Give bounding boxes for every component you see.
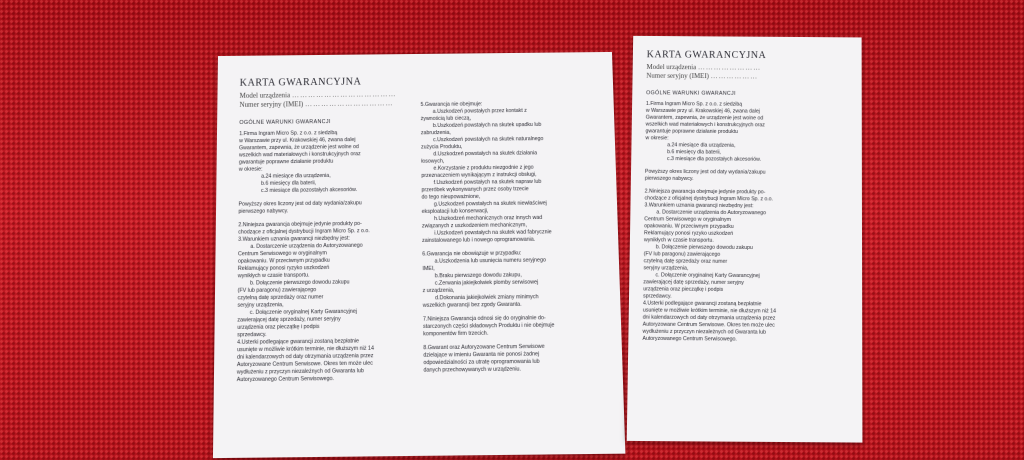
text-line: starczonych części składowych Produktu i nie obejmuje — [422, 322, 555, 331]
text-line: dni kalendarzowych od daty otrzymania urządzenia przez — [236, 352, 374, 361]
serial-field: Numer seryjny (IMEI) …………………………… — [239, 99, 394, 109]
text-line: 5.Gwarancja nie obejmuje: — [420, 101, 483, 108]
model-field: Model urządzenia ………………………………… — [239, 90, 397, 100]
conditions-text — [642, 101, 852, 344]
text-line: danych przechowywanych w urządzeniu. — [423, 366, 522, 374]
text-line: 2.Niniejsza gwarancja obejmuje jedynie produkty po- — [644, 188, 766, 196]
text-line: a.Uszkodzenia lub usunięcia numeru seryjnego — [434, 257, 547, 265]
text-line: Autoryzowane Centrum Serwisowe. Okres ten może ulec — [642, 321, 775, 329]
text-line: komponentów firm trzecich. — [423, 330, 489, 338]
serial-field: Numer seryjny (IMEI) ……………… — [646, 71, 759, 81]
text-line: zawierającej datę sprzedaży, numer seryjny — [237, 316, 341, 324]
card-title: KARTA GWARANCYJNA — [646, 49, 767, 61]
text-line: wydłużeniu z przyczyn niezależnych od Gwaranta lub — [236, 367, 364, 376]
text-line: usunięte w możliwie krótkim terminie, nie dłuższym niż 14 — [642, 307, 776, 315]
text-line: Centrum Serwisowego w oryginalnym — [237, 250, 327, 258]
text-line: a. Dostarczenie urządzenia do Autoryzowanego — [656, 209, 767, 217]
text-line: b. Dołączenie pierwszego dowodu zakupu — [250, 279, 350, 287]
text-line: g.Uszkodzeń powstałych na skutek niewłaściwej — [433, 200, 547, 208]
text-line: 1.Firma Ingram Micro Sp. z o.o. z siedzibą — [239, 130, 338, 138]
text-line: związanych z uszkodzeniem mechanicznym, — [421, 222, 527, 230]
model-label: Model urządzenia — [646, 63, 697, 72]
warranty-card-open-left — [213, 52, 625, 458]
text-line: pierwszego nabywcy. — [644, 175, 694, 182]
text-line: w okresie: — [645, 135, 669, 142]
text-line: b.Braku pierwszego dowodu zakupu, — [434, 272, 522, 280]
text-line: wszelkich wad materiałowych i konstrukcyjnych oraz — [645, 121, 765, 129]
text-line: Reklamujący ponosi ryzyko uszkodzeń — [237, 264, 330, 273]
text-line: c.Uszkodzeń powstałych na skutek naturalnego — [433, 136, 544, 144]
text-line: c. Dołączenie oryginalnej Karty Gwarancyjnej — [249, 308, 358, 317]
text-line: zabrudzenia, — [420, 129, 451, 137]
text-line: urządzenia oraz pieczątkę i podpis — [237, 323, 320, 332]
text-line: 6.Gwarancja nie obowiązuje w przypadku: — [422, 250, 522, 258]
text-line: c.Zerwania jakiejkolwiek plomby serwisowej — [434, 279, 539, 287]
text-line: Centrum Serwisowego w oryginalnym — [644, 216, 731, 223]
text-line: (FV lub paragonu) zawierającego — [643, 251, 721, 258]
text-line: w okresie: — [238, 166, 263, 173]
text-line: wszelkich wad materiałowych i konstrukcyjnych oraz — [238, 151, 361, 159]
text-line: Autoryzowane Centrum Serwisowe. Okres ten może ulec — [236, 360, 373, 369]
text-line: d.Uszkodzeń powstałych na skutek działania — [433, 150, 538, 158]
text-line: b.6 miesięcy dla baterii, — [261, 180, 317, 187]
text-line: 3.Warunkiem uznania gwarancji niezbędny jest: — [644, 202, 754, 210]
text-line: odpowiedzialności za utratę oprogramowania lub — [423, 358, 540, 367]
text-line: z urządzenia, — [422, 287, 455, 295]
text-line: Powyższy okres liczony jest od daty wydania/zakupu — [644, 168, 766, 176]
text-line: eksploatacji lub konserwacji, — [421, 208, 489, 216]
text-line: b.6 miesięcy dla baterii, — [667, 149, 721, 156]
text-line: czytelną datę sprzedaży oraz numer — [237, 294, 324, 302]
text-line: Autoryzowanego Centrum Serwisowego. — [236, 375, 335, 384]
text-line: opakowaniu. W przeciwnym przypadku — [644, 223, 734, 230]
text-line: czytelną datę sprzedaży oraz numer — [643, 258, 728, 265]
text-line: dni kalendarzowych od daty otrzymania urządzenia przez — [642, 314, 776, 322]
serial-label: Numer seryjny (IMEI) — [239, 100, 304, 109]
text-line: 1.Firma Ingram Micro Sp. z o.o. z siedzibą — [645, 101, 743, 108]
text-line: dzielające w imieniu Gwaranta nie ponosi żadnej — [423, 351, 540, 359]
text-line: łosowych, — [421, 158, 445, 165]
text-line: a.24 miesiące dla urządzenia, — [261, 172, 331, 180]
text-line: wszelkich gwarancji bez zgody Gwaranta. — [422, 301, 522, 309]
text-line: 4.Usterki podlegające gwarancji zostaną bezpłatnie — [237, 338, 360, 346]
text-line: 4.Usterki podlegające gwarancji zostaną bezpłatnie — [642, 300, 762, 308]
text-line: wynikłych w czasie transportu. — [237, 272, 310, 280]
text-line: Autoryzowanego Centrum Serwisowego. — [642, 335, 737, 343]
text-line: gwarantuje poprawne działanie produktu — [645, 128, 738, 135]
conditions-text-col2 — [421, 100, 611, 375]
text-line: gwarantuje poprawne działanie produktu — [238, 158, 334, 166]
text-line: zainstalowanego lub i nowego oprogramowania. — [422, 236, 536, 245]
warranty-card-folded-right — [627, 36, 863, 443]
text-line: 8.Gwarant oraz Autoryzowane Centrum Serwisowe — [423, 343, 545, 352]
text-line: 7.Niniejsza Gwarancja odnosi się do oryginalnie do- — [422, 315, 546, 323]
text-line: urządzenia oraz pieczątkę i podpis — [643, 286, 724, 293]
text-line: a.24 miesiące dla urządzenia, — [667, 142, 736, 149]
text-line: h.Uszkodzeń mechanicznych oraz innych wad — [434, 214, 543, 223]
model-field: Model urządzenia …………………… — [646, 63, 762, 72]
text-line: opakowaniu. W przeciwnym przypadku — [237, 257, 330, 265]
serial-label: Numer seryjny (IMEI) — [646, 71, 710, 81]
text-line: 2.Niniejsza gwarancja obejmuje jedynie produkty po- — [238, 220, 362, 229]
text-line: pierwszego nabywcy. — [238, 208, 289, 215]
text-line: do tego nieupoważnione, — [421, 193, 481, 201]
text-line: żywnością lub cieczą, — [420, 115, 472, 123]
text-line: przeróbek wykonywanych przez osoby trzecie — [421, 186, 529, 194]
text-line: Powyższy okres liczony jest od daty wydania/zakupu — [238, 200, 362, 208]
text-line: wydłużeniu z przyczyn niezależnych od Gwaranta lub — [642, 328, 767, 336]
text-line: (FV lub paragonu) zawierającego — [237, 286, 317, 295]
text-line: c.3 miesiące dla pozostałych akcesoriów. — [666, 156, 762, 163]
text-line: i.Uszkodzeń powstałych na skutek wad fabrycznie — [434, 229, 552, 237]
left-card-column-1 — [237, 76, 429, 385]
conditions-heading: OGÓLNE WARUNKI GWARANCJI — [646, 90, 736, 97]
text-line: chodzące z oficjalnej dystrybucji Ingram Micro Sp. z o.o. — [644, 195, 774, 203]
text-line: zużycia Produktu, — [421, 143, 463, 151]
text-line: a. Dostarczenie urządzenia do Autoryzowanego — [250, 242, 363, 251]
left-card-column-2 — [421, 100, 611, 375]
text-line: przeznaczeniem wynikającym z instrukcji obsługi, — [421, 171, 537, 180]
text-line: IMEI, — [422, 265, 435, 273]
text-line: Reklamujący ponosi ryzyko uszkodzeń — [643, 230, 734, 237]
text-line: w Warszawie przy ul. Krakowskiej 46, zwana dalej — [645, 107, 760, 115]
text-line: seryjny urządzenia, — [643, 265, 689, 272]
text-line: c.3 miesiące dla pozostałych akcesoriów. — [260, 186, 358, 195]
model-label: Model urządzenia — [239, 91, 291, 100]
text-line: e.Korzystanie z produktu niezgodnie z jego — [433, 164, 534, 172]
text-line: Gwarantem, zapewnia, że urządzenie jest wolne od — [239, 144, 359, 152]
text-line: chodzące z oficjalnej dystrybucji Ingram Micro Sp. z o.o. — [238, 227, 370, 236]
text-line: usunięte w możliwie krótkim terminie, nie dłuższym niż 14 — [237, 345, 374, 354]
text-line: Gwarantem, zapewnia, że urządzenie jest wolne od — [645, 114, 764, 122]
text-line: d.Dokonania jakiejkolwiek zmiany minimych — [435, 294, 539, 302]
text-line: sprzedawcy. — [237, 331, 267, 339]
card-title: KARTA GWARANCYJNA — [239, 76, 362, 89]
right-card-content — [642, 49, 852, 344]
conditions-heading: OGÓLNE WARUNKI GWARANCJI — [239, 119, 331, 127]
text-line: f.Uszkodzeń powstałych na skutek napraw lub — [433, 178, 542, 187]
text-line: seryjny urządzenia, — [237, 302, 284, 309]
conditions-text-col1 — [237, 129, 429, 384]
text-line: w Warszawie przy ul. Krakowskiej 46, zwana dalej — [239, 136, 356, 145]
text-line: b.Uszkodzeń powstałych na skutek upadku lub — [432, 121, 542, 130]
text-line: zawierającej datę sprzedaży, numer seryjny — [643, 279, 744, 287]
text-line: wynikłych w czasie transportu. — [643, 237, 714, 244]
text-line: a.Uszkodzeń powstałych przez kontakt z — [432, 107, 527, 115]
text-line: b. Dołączenie pierwszego dowodu zakupu — [655, 244, 753, 252]
text-line: 3.Warunkiem uznania gwarancji niezbędny jest: — [238, 235, 350, 243]
text-line: c. Dołączenie oryginalnej Karty Gwarancyjnej — [655, 272, 760, 280]
text-line: sprzedawcy. — [643, 293, 672, 300]
